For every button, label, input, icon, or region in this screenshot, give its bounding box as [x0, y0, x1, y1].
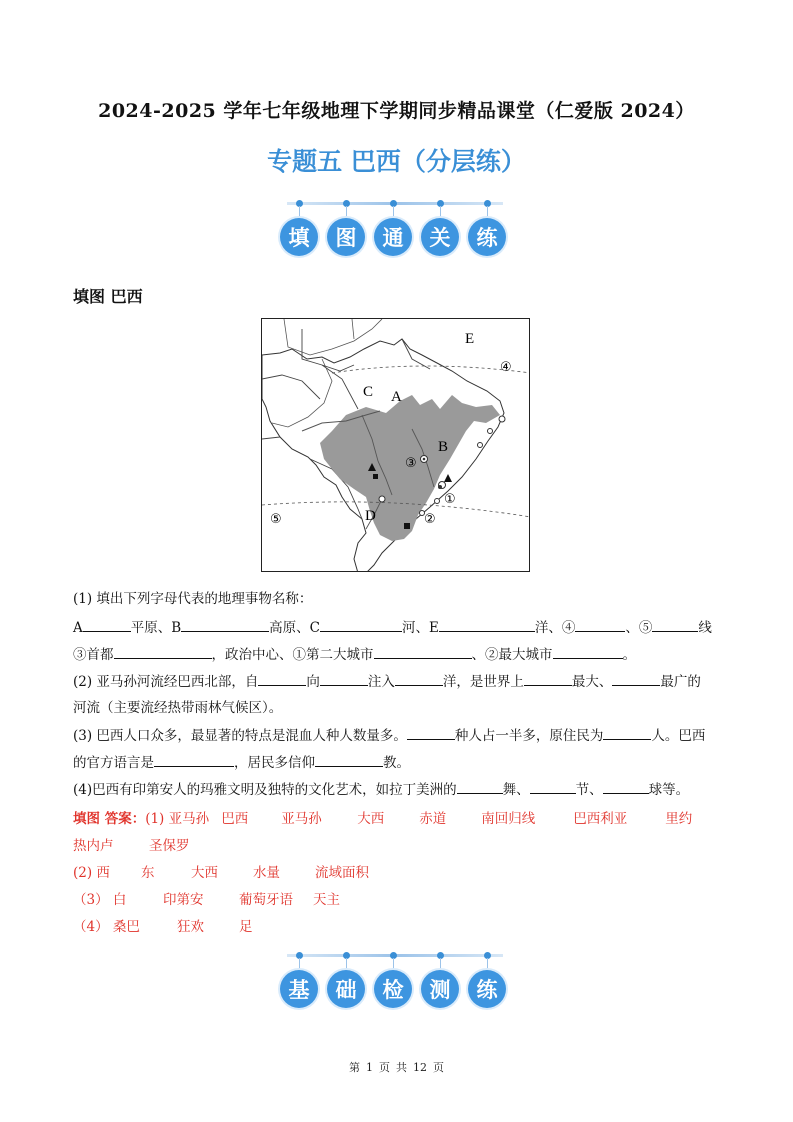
question-text: 、②最大城市 [471, 647, 553, 663]
answer-line-1 [73, 807, 733, 827]
question-1-intro [73, 590, 723, 608]
answer-item: 天主 [313, 892, 340, 908]
answer-item: 南回归线 [481, 811, 536, 827]
question-text: 河流（主要流经热带雨林气候区）。 [73, 700, 283, 716]
answer-blank[interactable] [114, 645, 212, 659]
footer-text: 页 [433, 1061, 444, 1074]
question-text: 教。 [383, 755, 410, 771]
banner-char: 练 [468, 970, 506, 1008]
question-text: 洋，是世界上 [442, 674, 524, 690]
banner-char: 基 [280, 970, 318, 1008]
question-text: ③首都 [73, 647, 114, 663]
question-text: 种人占一半多，原住民为 [454, 728, 604, 744]
answer-item: (2) 西 [73, 865, 110, 881]
banner-char: 练 [468, 218, 506, 256]
banner-fill-map-practice [0, 198, 793, 262]
question-text: 线 [698, 620, 712, 636]
answer-line-5 [73, 915, 733, 935]
answer-item: 赤道 [419, 811, 447, 827]
banner-char: 填 [280, 218, 318, 256]
answer-item: （3） 白 [73, 892, 127, 908]
map-label-4: ④ [500, 360, 512, 375]
answer-item: 狂欢 [177, 919, 204, 935]
answer-item: 足 [239, 919, 253, 935]
map-label-a: A [391, 389, 402, 405]
banner-char: 测 [421, 970, 459, 1008]
answer-item: 大西 [191, 865, 218, 881]
answer-blank[interactable] [575, 618, 625, 632]
question-text: 最广的 [660, 674, 701, 690]
map-label-e: E [465, 331, 475, 347]
mineral-square [373, 474, 378, 479]
question-text: 河、E [402, 620, 439, 636]
answer-item: (1) 亚马孙 [145, 811, 210, 827]
answer-item: 巴西 [221, 811, 249, 827]
answer-item: 水量 [253, 865, 280, 881]
mineral-triangle [444, 474, 452, 482]
answer-line-4 [73, 888, 733, 908]
question-text: 洋、④ [534, 620, 576, 636]
footer-text: 页 [379, 1061, 390, 1074]
answer-item: 流域面积 [315, 865, 369, 881]
city-marker [488, 429, 493, 434]
document-title: 2024-2025 学年七年级地理下学期同步精品课堂（仁爱版 2024） [98, 100, 695, 122]
answer-blank[interactable] [553, 645, 623, 659]
banner-char: 检 [374, 970, 412, 1008]
question-text: ，政治中心、①第二大城市 [211, 647, 374, 663]
answer-blank[interactable] [258, 672, 306, 686]
answer-blank[interactable] [457, 780, 503, 794]
question-text: 。 [622, 647, 636, 663]
brazil-map [261, 318, 530, 572]
answer-blank[interactable] [181, 618, 269, 632]
map-label-c: C [363, 384, 374, 400]
answer-item: 印第安 [163, 892, 204, 908]
question-3-line-1 [73, 726, 723, 745]
answer-item: 亚马孙 [281, 811, 322, 827]
question-text: 球等。 [648, 782, 690, 798]
map-label-3: ③ [405, 456, 417, 471]
question-2-line-2 [73, 699, 723, 717]
answer-blank[interactable] [83, 618, 131, 632]
document-subtitle: 专题五 巴西（分层练） [267, 147, 526, 176]
page-footer [0, 1059, 793, 1075]
question-text: (2) 亚马孙河流经巴西北部，自 [73, 674, 259, 690]
question-text: 舞、 [502, 782, 530, 798]
answer-blank[interactable] [320, 618, 402, 632]
city-marker [499, 416, 505, 422]
city-marker [438, 485, 442, 489]
question-text: 人。巴西 [651, 728, 706, 744]
question-text: (3) 巴西人口众多，最显著的特点是混血人种人数量多。 [73, 728, 407, 744]
answer-blank[interactable] [395, 672, 443, 686]
section-label: 填图 巴西 [73, 287, 143, 306]
answer-line-2 [73, 834, 733, 854]
answer-prefix: 填图 答案： [73, 811, 146, 827]
map-label-1: ① [444, 492, 456, 507]
question-text: 注入 [367, 674, 395, 690]
answer-item: 东 [141, 865, 155, 881]
question-text: 节、 [575, 782, 603, 798]
question-text: 、⑤ [625, 620, 653, 636]
brazil-map-svg [262, 319, 530, 572]
answer-blank[interactable] [603, 780, 649, 794]
footer-text: 第 [349, 1061, 360, 1074]
answer-blank[interactable] [374, 645, 472, 659]
answer-blank[interactable] [530, 780, 576, 794]
capital-marker [423, 458, 426, 461]
answer-item: 圣保罗 [149, 838, 190, 854]
question-text: 高原、C [269, 620, 321, 636]
map-label-5: ⑤ [270, 512, 282, 527]
question-text: 平原、B [130, 620, 182, 636]
city-marker [379, 496, 385, 502]
map-label-d: D [365, 508, 376, 524]
page-total: 12 [413, 1061, 427, 1074]
answer-item: 大西 [357, 811, 385, 827]
answer-blank[interactable] [612, 672, 660, 686]
map-label-2: ② [424, 512, 436, 527]
answer-blank[interactable] [439, 618, 535, 632]
question-2-line-1 [73, 672, 723, 691]
question-text: 向 [306, 674, 320, 690]
banner-char: 关 [421, 218, 459, 256]
answer-item: 巴西利亚 [573, 811, 628, 827]
banner-char: 通 [374, 218, 412, 256]
city-marker [478, 443, 483, 448]
answer-blank[interactable] [407, 726, 455, 740]
question-text: ，居民多信仰 [234, 755, 315, 771]
answer-blank[interactable] [320, 672, 368, 686]
answer-blank[interactable] [652, 618, 698, 632]
question-3-line-2 [73, 753, 723, 772]
answer-item: 里约 [665, 811, 693, 827]
answer-line-3 [73, 861, 733, 881]
answer-blank[interactable] [315, 753, 383, 767]
question-text: 最大、 [571, 674, 613, 690]
answer-blank[interactable] [154, 753, 234, 767]
answer-item: 热内卢 [73, 838, 114, 854]
map-label-b: B [438, 439, 449, 455]
city-marker [435, 499, 440, 504]
banner-char: 础 [327, 970, 365, 1008]
mineral-square [404, 523, 410, 529]
answer-item: 葡萄牙语 [239, 892, 293, 908]
question-text: A [73, 620, 83, 636]
answer-blank[interactable] [524, 672, 572, 686]
question-4-line-1 [73, 780, 723, 799]
answer-blank[interactable] [603, 726, 651, 740]
question-text: (4)巴西有印第安人的玛雅文明及独特的文化艺术，如拉丁美洲的 [73, 782, 457, 798]
question-text: 的官方语言是 [73, 755, 154, 771]
question-1-line-2 [73, 645, 723, 664]
answer-item: （4） 桑巴 [73, 919, 140, 935]
question-1-line-1 [73, 618, 723, 637]
question-text: (1) 填出下列字母代表的地理事物名称： [73, 591, 313, 607]
banner-char: 图 [327, 218, 365, 256]
page-number: 1 [366, 1061, 373, 1074]
banner-basic-test-practice [0, 950, 793, 1014]
footer-text: 共 [396, 1061, 407, 1074]
